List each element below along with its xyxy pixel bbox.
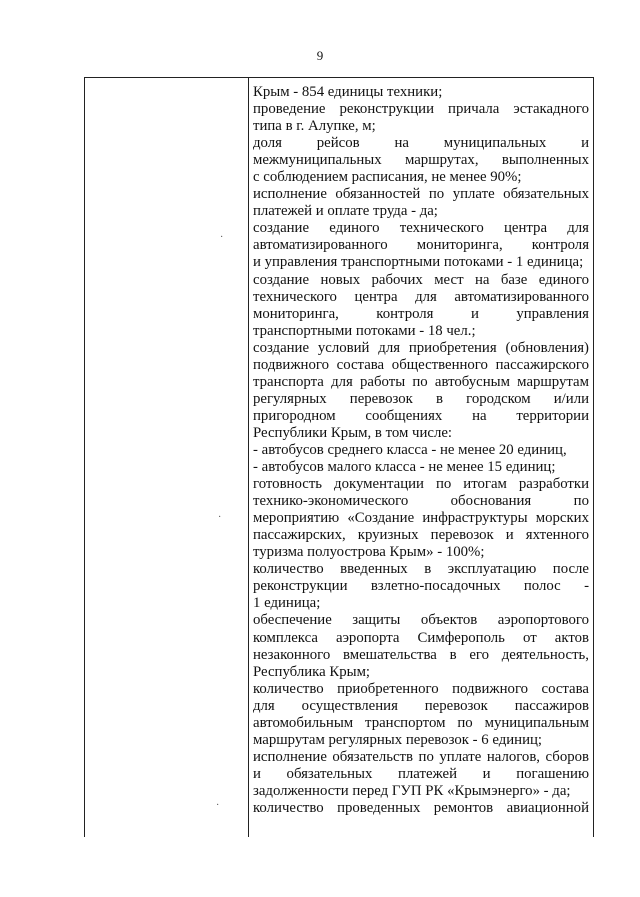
- text-line: обеспечение защиты объектов аэропортового: [253, 612, 589, 629]
- text-line: транспорта для работы по автобусным маршрутам: [253, 373, 589, 390]
- text-line: - автобусов среднего класса - не менее 20 единиц,: [253, 441, 567, 458]
- text-line: пассажирских, круизных перевозок и яхтенного: [253, 527, 589, 544]
- text-line: 1 единица;: [253, 595, 321, 612]
- text-line: создание условий для приобретения (обновления): [253, 339, 589, 356]
- text-line: межмуниципальных маршрутах, выполненных: [253, 152, 589, 169]
- scan-dot: ·: [220, 232, 224, 243]
- text-line: платежей и оплате труда - да;: [253, 203, 438, 220]
- text-line: доля рейсов на муниципальных и: [253, 135, 589, 152]
- text-line: реконструкции взлетно-посадочных полос -: [253, 578, 589, 595]
- text-line: комплекса аэропорта Симферополь от актов: [253, 629, 589, 646]
- text-line: и обязательных платежей и погашению: [253, 765, 589, 782]
- text-line: готовность документации по итогам разработки: [253, 476, 589, 493]
- text-line: задолженности перед ГУП РК «Крымэнерго» - да;: [253, 782, 571, 799]
- table-right-column: [249, 78, 593, 837]
- text-line: с соблюдением расписания, не менее 90%;: [253, 169, 522, 186]
- text-line: маршрутам регулярных перевозок - 6 единиц;: [253, 731, 543, 748]
- text-line: Республики Крым, в том числе:: [253, 424, 453, 441]
- text-line: Крым - 854 единицы техники;: [253, 84, 443, 100]
- text-line: туризма полуострова Крым» - 100%;: [253, 544, 485, 561]
- text-line: количество введенных в эксплуатацию после: [253, 561, 589, 578]
- text-line: типа в г. Алупке, м;: [253, 118, 376, 135]
- text-line: автомобильным транспортом по муниципальным: [253, 714, 589, 731]
- text-line: транспортными потоками - 18 чел.;: [253, 322, 476, 339]
- text-line: Республика Крым;: [253, 663, 371, 680]
- text-line: автоматизированного мониторинга, контроля: [253, 237, 589, 254]
- text-line: для осуществления перевозок пассажиров: [253, 697, 589, 714]
- text-line: незаконного вмешательства в его деятельность,: [253, 646, 589, 663]
- text-line: количество приобретенного подвижного состава: [253, 680, 589, 697]
- text-line: проведение реконструкции причала эстакадного: [253, 101, 589, 118]
- text-line: исполнение обязанностей по уплате обязательных: [253, 186, 589, 203]
- text-line: и управления транспортными потоками - 1 единица;: [253, 254, 584, 271]
- text-line: количество проведенных ремонтов авиационной: [253, 799, 589, 816]
- text-line: подвижного состава общественного пассажирского: [253, 356, 589, 373]
- text-line: пригородном сообщениях на территории: [253, 407, 589, 424]
- text-line: регулярных перевозок в городском и/или: [253, 390, 589, 407]
- text-line: технического центра для автоматизированного: [253, 288, 589, 305]
- text-line: создание новых рабочих мест на базе единого: [253, 271, 589, 288]
- indicators-table: [84, 77, 594, 837]
- text-line: исполнение обязательств по уплате налогов, сборов: [253, 748, 589, 765]
- text-line: технико-экономического обоснования по: [253, 493, 589, 510]
- scan-dot: ·: [218, 512, 222, 523]
- text-line: - автобусов малого класса - не менее 15 единиц;: [253, 459, 556, 476]
- text-line: мониторинга, контроля и управления: [253, 305, 589, 322]
- table-left-column: [85, 78, 249, 837]
- page-number: 9: [316, 48, 324, 63]
- text-line: создание единого технического центра для: [253, 220, 589, 237]
- text-line: мероприятию «Создание инфраструктуры морских: [253, 510, 589, 527]
- scan-dot: ·: [216, 800, 220, 811]
